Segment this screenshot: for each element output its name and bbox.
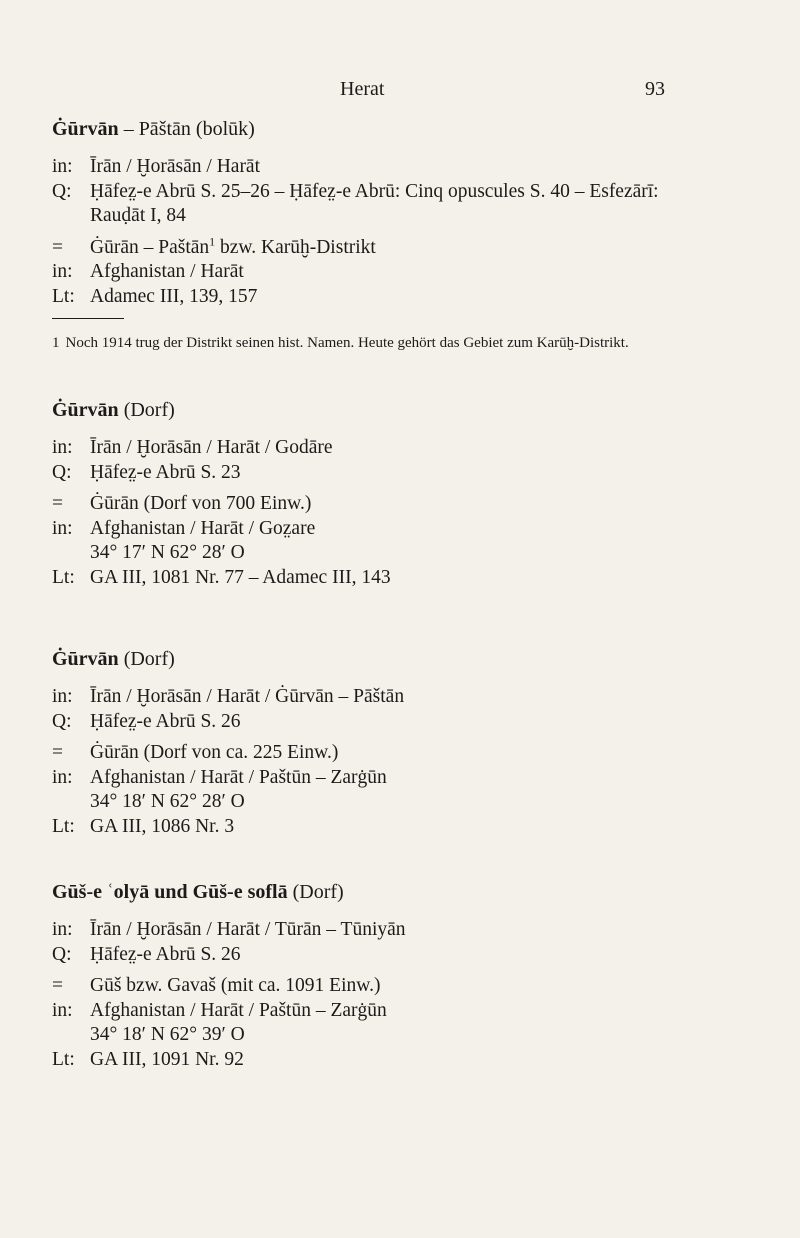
line-in: [52, 999, 752, 1048]
footnote: [52, 334, 752, 352]
entry-title-rest: (Dorf): [118, 399, 175, 421]
location-text: [90, 517, 752, 566]
line-in: [52, 685, 752, 710]
coordinates: 34° 18′ N 62° 28′ O: [90, 791, 245, 812]
entry-title-bold: Ġūrvān: [52, 648, 119, 670]
page-number: 93: [645, 78, 665, 100]
label-in: in:: [52, 919, 73, 940]
entry-gurvan-dorf-2: [52, 647, 752, 839]
line-lt: [52, 285, 752, 310]
source-text: Ḥāfez̤-e Abrū S. 23: [90, 461, 241, 483]
entry-title-bold: Ġūrvān: [52, 118, 119, 140]
label-in: in:: [52, 686, 73, 707]
label-q: Q:: [52, 943, 72, 965]
line-q: [52, 180, 752, 229]
label-in: in:: [52, 517, 73, 539]
location-text: [90, 999, 752, 1048]
equivalent-text: Ġūrān (Dorf von 700 Einw.): [90, 493, 312, 514]
label-eq: =: [52, 742, 63, 763]
label-eq: =: [52, 493, 63, 514]
entry-title: [52, 117, 752, 141]
label-in: in:: [52, 999, 73, 1021]
label-lt: Lt:: [52, 815, 75, 837]
line-in: [52, 918, 752, 943]
line-in: [52, 766, 752, 815]
location-text: Īrān / Ḫorāsān / Harāt / Godāre: [90, 437, 333, 458]
label-q: Q:: [52, 180, 72, 202]
source-text: [90, 180, 752, 229]
label-in: in:: [52, 766, 73, 788]
line-in: [52, 155, 752, 180]
footnote-text: Noch 1914 trug der Distrikt seinen hist. Namen. Heute gehört das Gebiet zum Karūḫ-Distrikt.: [65, 335, 629, 351]
location-text: Īrān / Ḫorāsān / Harāt / Ġūrvān – Pāštān: [90, 686, 405, 707]
line-lt: [52, 815, 752, 840]
label-q: Q:: [52, 461, 72, 483]
entry-title-rest: (Dorf): [287, 881, 344, 903]
coordinates: 34° 17′ N 62° 28′ O: [90, 542, 245, 563]
entry-title-rest: – Pāštān (bolūk): [118, 118, 255, 140]
equivalent-tail: bzw. Karūḫ-Distrikt: [215, 236, 376, 258]
literature-text: GA III, 1086 Nr. 3: [90, 815, 235, 837]
running-head: [0, 78, 800, 102]
footnote-number: 1: [52, 335, 60, 351]
line-in: [52, 260, 752, 285]
line-eq: [52, 236, 752, 261]
running-title: Herat: [340, 78, 385, 100]
equivalent-name: Ġūrān – Paštān: [90, 236, 210, 258]
equivalent-text: Ġūrān (Dorf von ca. 225 Einw.): [90, 742, 339, 763]
label-in: in:: [52, 156, 73, 177]
source-text: Ḥāfez̤-e Abrū S. 26: [90, 943, 241, 965]
line-in: [52, 436, 752, 461]
entry-title-rest: (Dorf): [118, 648, 175, 670]
label-lt: Lt:: [52, 285, 75, 307]
equivalent-text: [90, 236, 752, 261]
location-text: Īrān / Ḫorāsān / Harāt: [90, 156, 261, 177]
label-in: in:: [52, 261, 73, 282]
line-eq: [52, 974, 752, 999]
label-in: in:: [52, 437, 73, 458]
entry-gurvan-dorf-1: [52, 398, 752, 590]
location-text: Afghanistan / Harāt: [90, 261, 244, 282]
location-line: Afghanistan / Harāt / Paštūn – Zarġūn: [90, 766, 387, 788]
coordinates: 34° 18′ N 62° 39′ O: [90, 1024, 245, 1045]
location-line: Afghanistan / Harāt / Goz̤are: [90, 517, 316, 539]
literature-text: GA III, 1091 Nr. 92: [90, 1048, 244, 1070]
line-q: [52, 710, 752, 735]
entry-title: [52, 647, 752, 671]
source-text: Ḥāfez̤-e Abrū S. 26: [90, 710, 241, 732]
location-text: Īrān / Ḫorāsān / Harāt / Tūrān – Tūniyān: [90, 919, 406, 940]
location-line: Afghanistan / Harāt / Paštūn – Zarġūn: [90, 999, 387, 1021]
entry-gus-olya-sofla: [52, 880, 752, 1072]
label-q: Q:: [52, 710, 72, 732]
line-eq: [52, 741, 752, 766]
line-lt: [52, 1048, 752, 1073]
label-eq: =: [52, 236, 63, 258]
entry-gurvan-pastan: [52, 117, 752, 309]
line-q: [52, 461, 752, 486]
line-q: [52, 943, 752, 968]
entry-title: [52, 880, 752, 904]
entry-title-bold: Ġūrvān: [52, 399, 119, 421]
source-continuation: Rauḍāt I, 84: [90, 205, 186, 226]
line-in: [52, 517, 752, 566]
line-eq: [52, 492, 752, 517]
label-lt: Lt:: [52, 1048, 75, 1070]
location-text: [90, 766, 752, 815]
source-line: Ḥāfez̤-e Abrū S. 25–26 – Ḥāfez̤-e Abrū: Cinq opuscules S. 40 – Esfezārī:: [90, 180, 659, 202]
literature-text: GA III, 1081 Nr. 77 – Adamec III, 143: [90, 566, 391, 588]
equivalent-text: Gūš bzw. Gavaš (mit ca. 1091 Einw.): [90, 975, 381, 996]
label-eq: =: [52, 975, 63, 996]
literature-text: Adamec III, 139, 157: [90, 285, 258, 307]
line-lt: [52, 566, 752, 591]
label-lt: Lt:: [52, 566, 75, 588]
footnote-rule: [52, 318, 124, 319]
entry-title-bold: Gūš-e ʿolyā und Gūš-e soflā: [52, 881, 288, 903]
entry-title: [52, 398, 752, 422]
footnote-ref: 1: [209, 234, 216, 248]
